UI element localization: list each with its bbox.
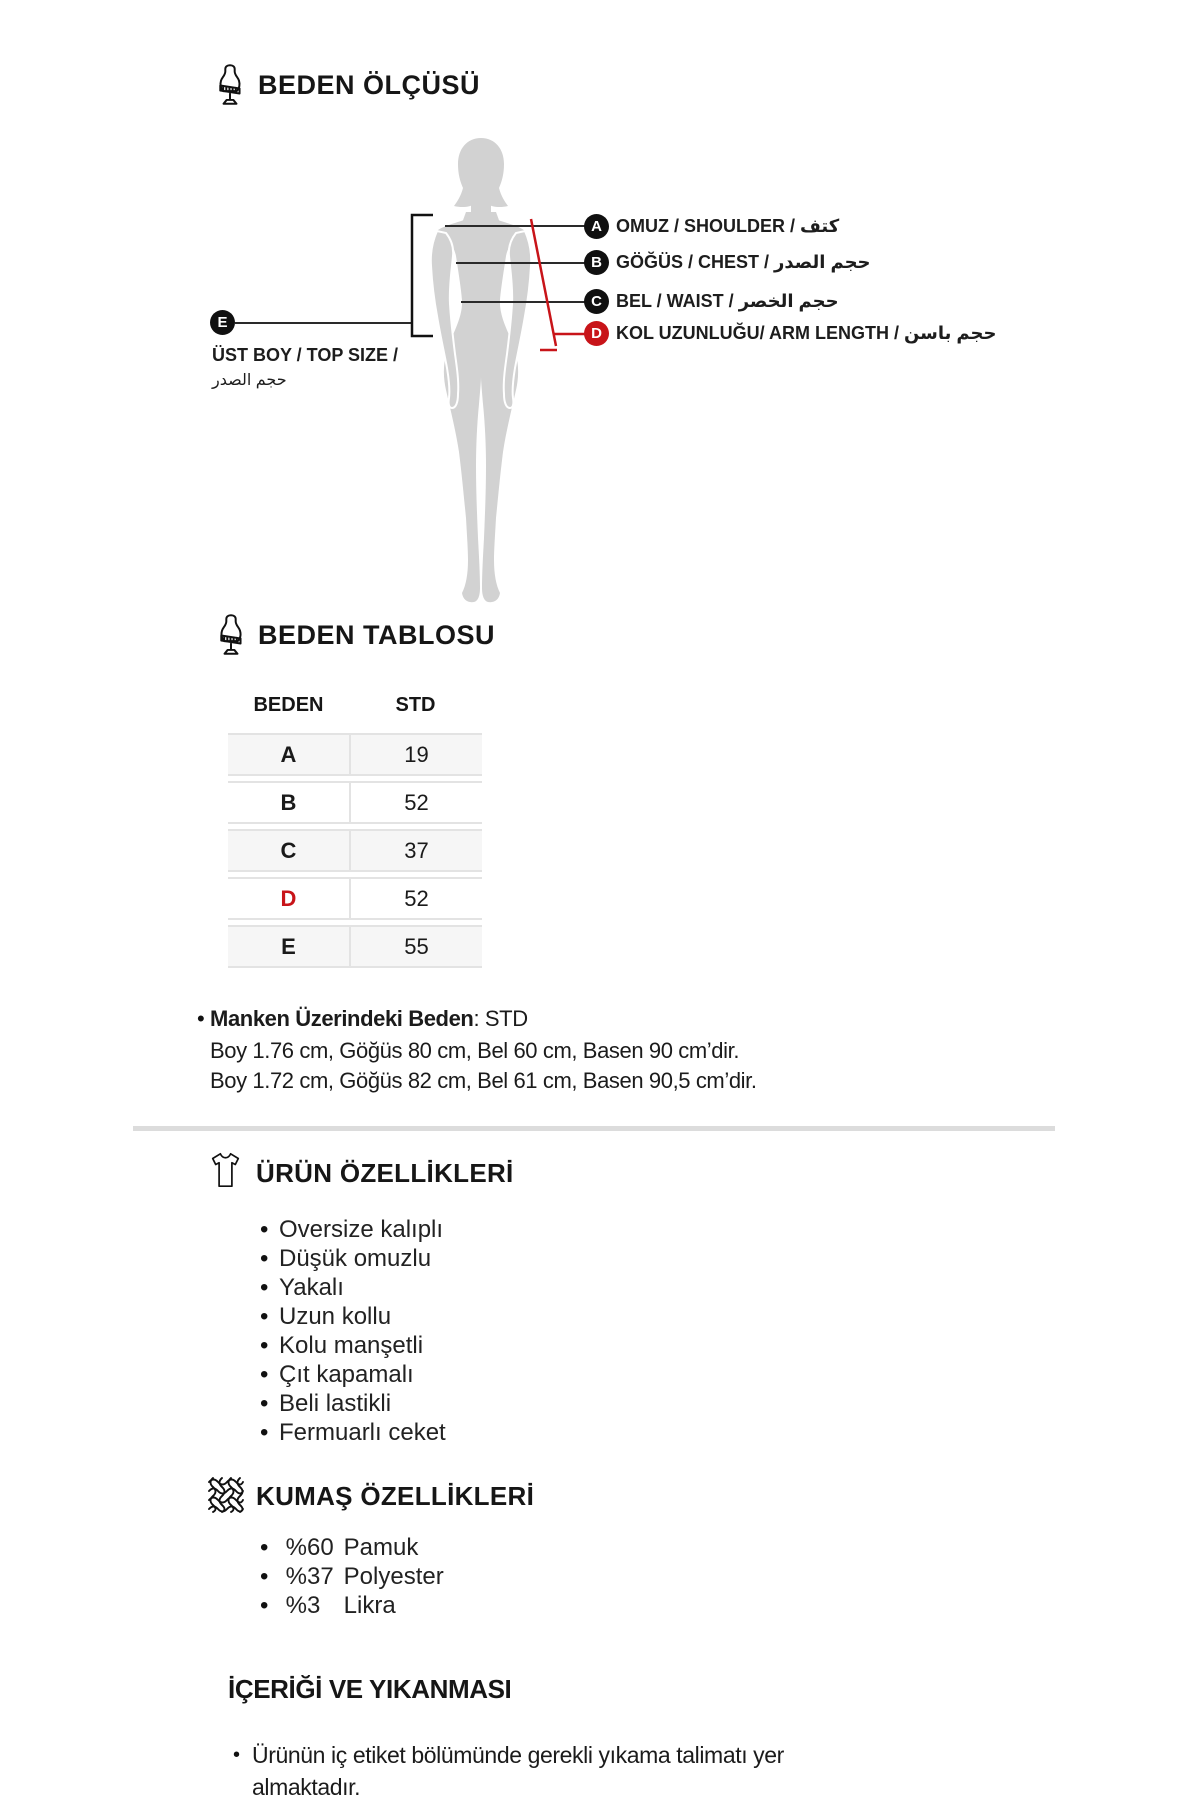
fabric-percentage: %60 bbox=[285, 1534, 334, 1561]
dress-form-icon bbox=[212, 62, 248, 108]
care-title: İÇERİĞİ VE YIKANMASI bbox=[228, 1674, 512, 1704]
fabric-weave-icon bbox=[206, 1475, 246, 1515]
fabric-features-title: KUMAŞ ÖZELLİKLERİ bbox=[256, 1481, 535, 1511]
size-value: 52 bbox=[404, 789, 429, 815]
size-letter: D bbox=[228, 879, 351, 918]
size-value: 37 bbox=[404, 837, 429, 863]
size-value: 52 bbox=[404, 885, 429, 911]
fabric-percentage: %3 bbox=[285, 1592, 321, 1619]
table-row bbox=[228, 925, 482, 968]
feature-item: • Yakalı bbox=[260, 1273, 446, 1302]
badge-e: E bbox=[210, 310, 235, 335]
feature-item: • Oversize kalıplı bbox=[260, 1215, 446, 1244]
feature-item: • Beli lastikli bbox=[260, 1389, 446, 1418]
feature-item: • Uzun kollu bbox=[260, 1302, 446, 1331]
size-letter: A bbox=[228, 735, 351, 774]
arm-length-line bbox=[531, 219, 585, 350]
badge-a: A bbox=[584, 214, 609, 239]
model-measurements-line: Boy 1.72 cm, Göğüs 82 cm, Bel 61 cm, Basen 90,5 cm’dir. bbox=[210, 1068, 757, 1093]
bullet-dot: • bbox=[233, 1744, 241, 1766]
care-note bbox=[252, 1739, 784, 1800]
fabric-features-list bbox=[260, 1533, 444, 1620]
section-divider bbox=[133, 1126, 1055, 1131]
table-header-std: STD bbox=[395, 694, 436, 716]
size-guide-title: BEDEN ÖLÇÜSÜ bbox=[258, 70, 481, 100]
fabric-name: Likra bbox=[343, 1592, 396, 1619]
callout-label-chest: GÖĞÜS / CHEST / حجم الصدر bbox=[616, 252, 871, 272]
size-table-title: BEDEN TABLOSU bbox=[258, 620, 496, 650]
feature-item: • Çıt kapamalı bbox=[260, 1360, 446, 1389]
top-size-label-line1: ÜST BOY / TOP SIZE / bbox=[212, 345, 399, 365]
size-letter: C bbox=[228, 831, 351, 870]
table-row bbox=[228, 877, 482, 920]
model-measurements-line: Boy 1.76 cm, Göğüs 80 cm, Bel 60 cm, Basen 90 cm’dir. bbox=[210, 1038, 740, 1063]
bullet-dot: • bbox=[197, 1006, 205, 1031]
table-row bbox=[228, 733, 482, 776]
badge-d: D bbox=[584, 321, 609, 346]
callout-label-arm-length: KOL UZUNLUĞU/ ARM LENGTH / حجم باسن bbox=[616, 323, 997, 343]
model-size-title: Manken Üzerindeki Beden bbox=[210, 1006, 474, 1031]
callout-label-waist: BEL / WAIST / حجم الخصر bbox=[616, 291, 839, 311]
feature-item: • Düşük omuzlu bbox=[260, 1244, 446, 1273]
fabric-percentage: %37 bbox=[285, 1563, 334, 1590]
table-row bbox=[228, 829, 482, 872]
callout-label-top-size bbox=[212, 342, 398, 394]
badge-b: B bbox=[584, 250, 609, 275]
measurement-lines bbox=[235, 226, 585, 323]
product-features-list bbox=[260, 1215, 446, 1447]
size-letter: E bbox=[228, 927, 351, 966]
fabric-name: Polyester bbox=[343, 1563, 444, 1590]
product-features-title: ÜRÜN ÖZELLİKLERİ bbox=[256, 1158, 514, 1188]
feature-item: • Fermuarlı ceket bbox=[260, 1418, 446, 1447]
size-value: 19 bbox=[404, 741, 429, 767]
care-note-line1: Ürünün iç etiket bölümünde gerekli yıkama talimatı yer bbox=[252, 1742, 784, 1768]
table-header-beden: BEDEN bbox=[253, 694, 324, 716]
fabric-name: Pamuk bbox=[343, 1534, 419, 1561]
table-row bbox=[228, 781, 482, 824]
size-value: 55 bbox=[404, 933, 429, 959]
top-size-label-line2: حجم الصدر bbox=[212, 372, 287, 389]
body-silhouette bbox=[431, 138, 531, 602]
tshirt-icon bbox=[211, 1151, 240, 1189]
fabric-item bbox=[260, 1533, 444, 1562]
fabric-item bbox=[260, 1562, 444, 1591]
model-size-line bbox=[197, 1006, 528, 1032]
feature-item: • Kolu manşetli bbox=[260, 1331, 446, 1360]
care-note-line2: almaktadır. bbox=[252, 1774, 361, 1800]
badge-c: C bbox=[584, 289, 609, 314]
top-size-bracket bbox=[412, 215, 433, 336]
callout-label-shoulder: OMUZ / SHOULDER / كتف bbox=[616, 216, 840, 236]
fabric-item bbox=[260, 1591, 444, 1620]
size-letter: B bbox=[228, 783, 351, 822]
model-size-value: : STD bbox=[473, 1006, 528, 1031]
dress-form-icon bbox=[213, 612, 249, 658]
